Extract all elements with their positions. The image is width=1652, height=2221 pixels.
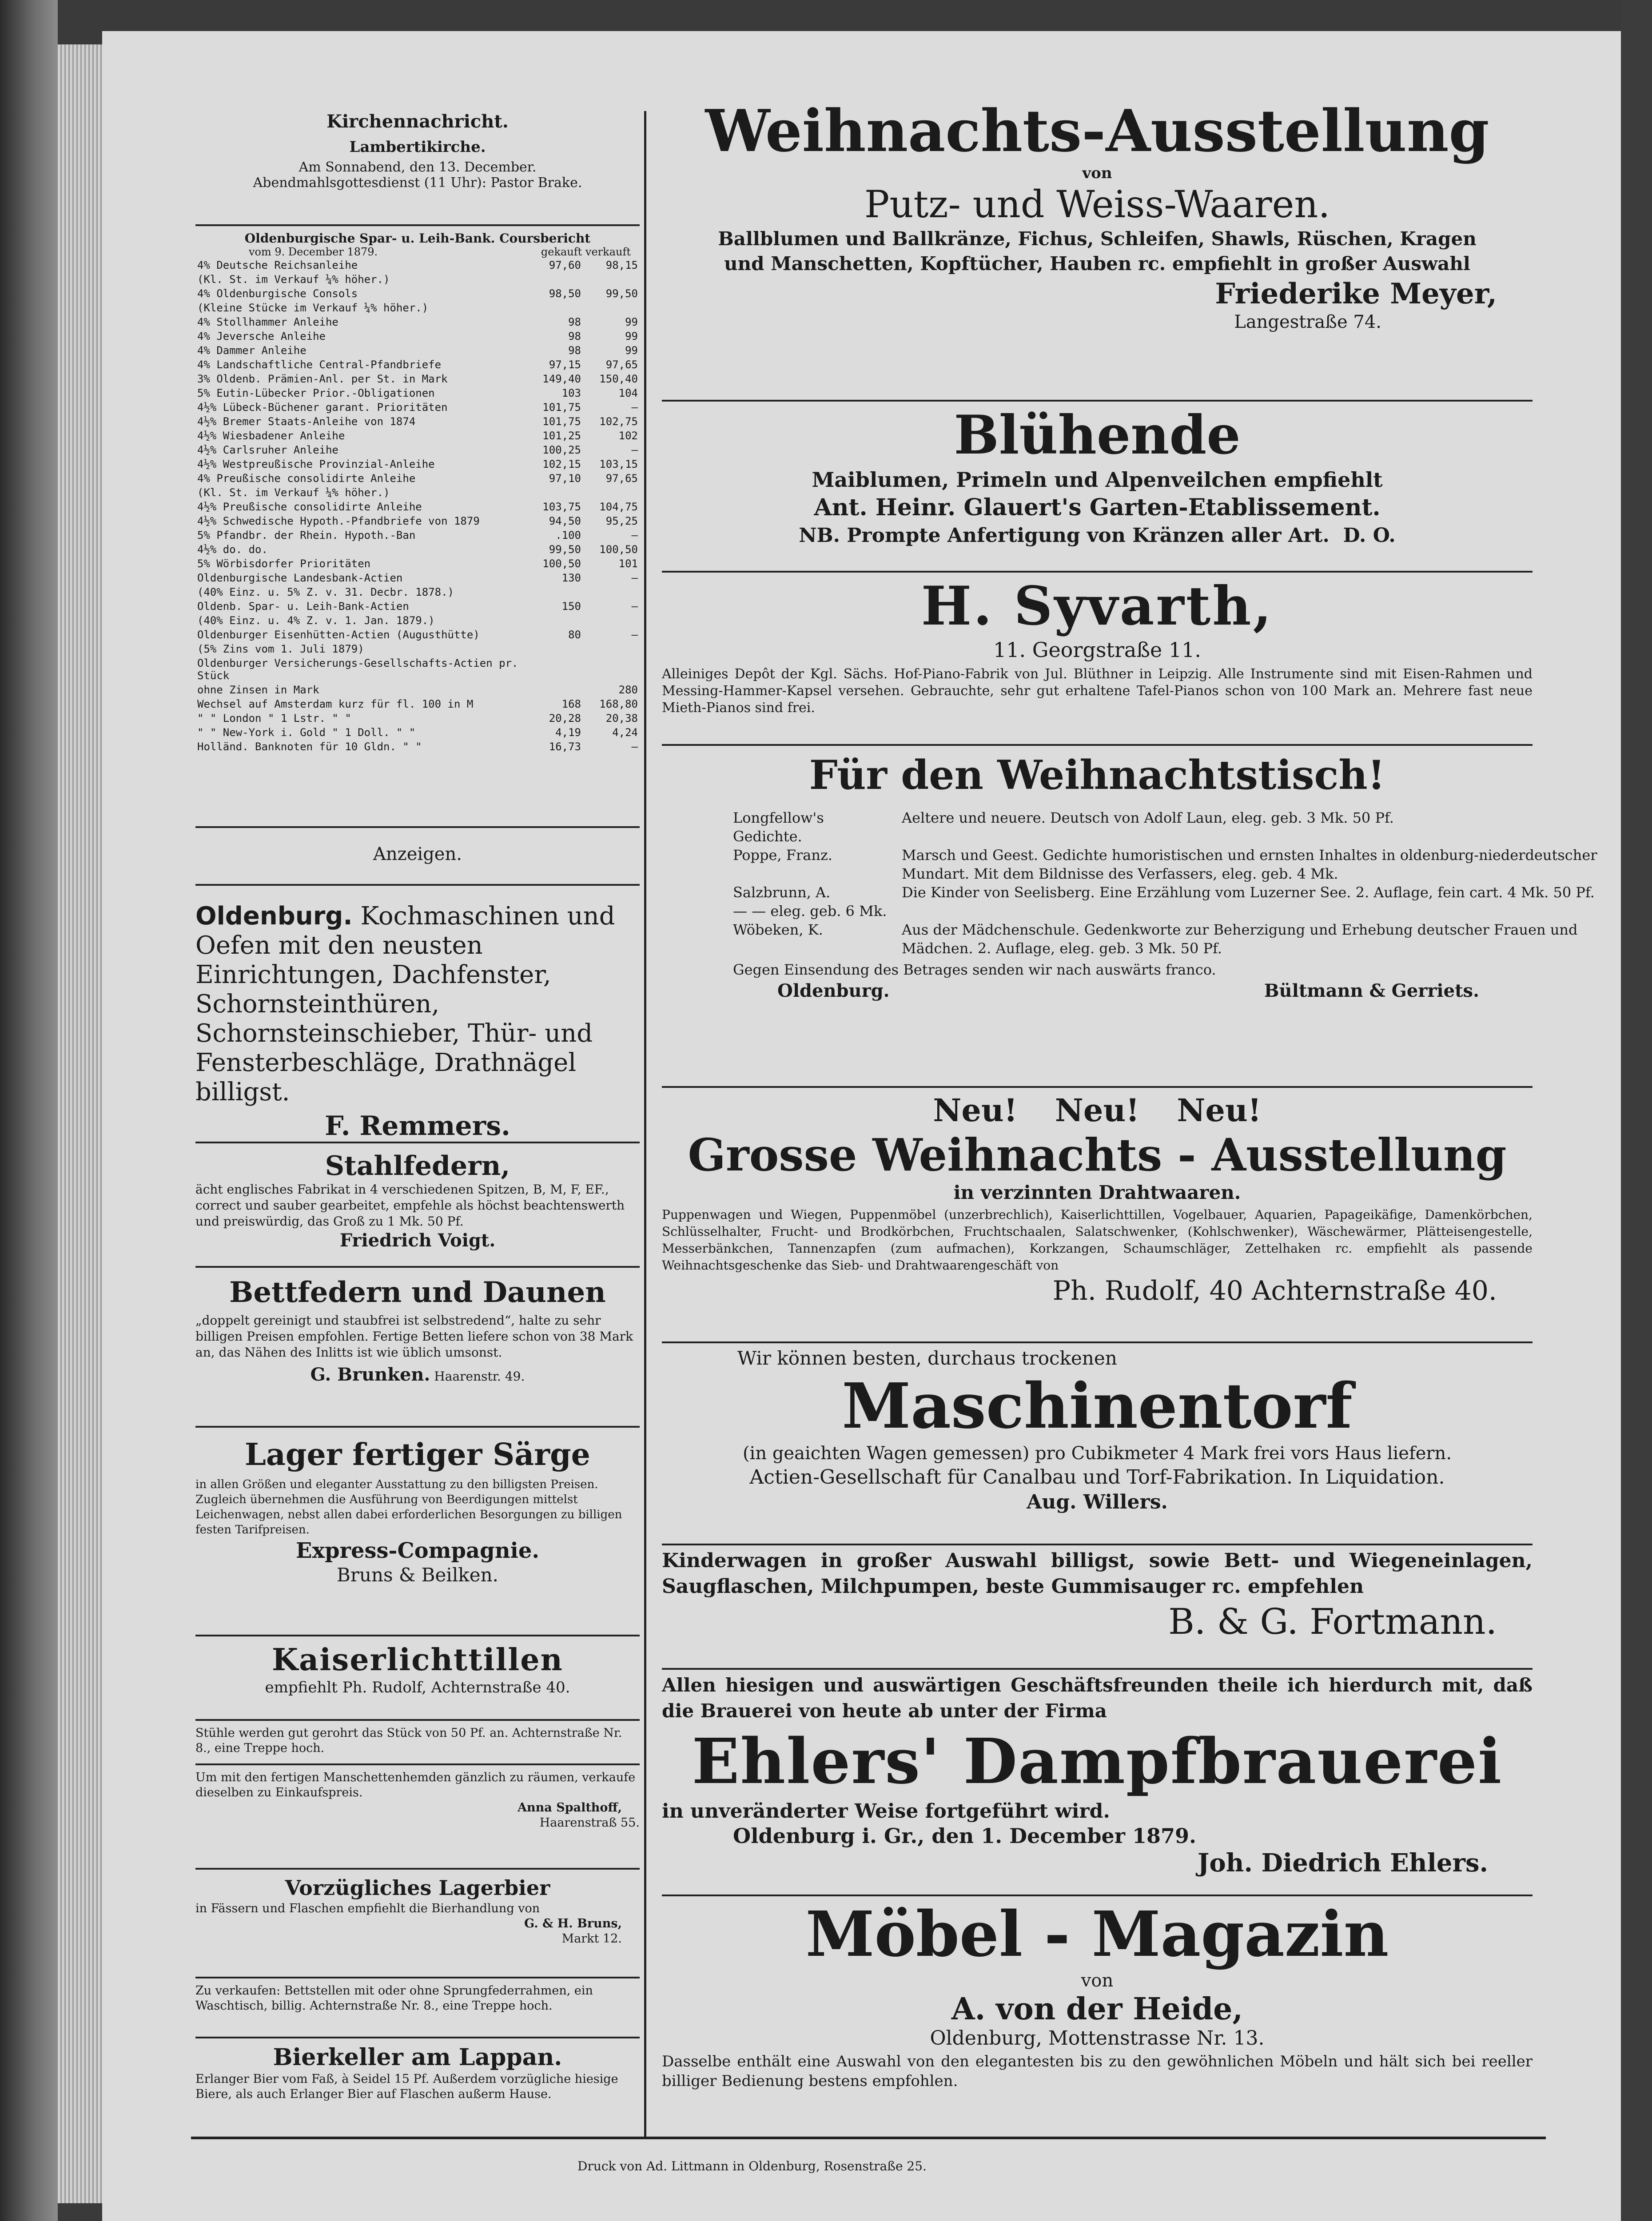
kurs-buy: 94,50	[549, 515, 581, 527]
a3-title: H. Syvarth,	[921, 575, 1274, 637]
kurs-buy	[526, 683, 583, 697]
kurs-name: 4½% Bremer Staats-Anleihe von 1874	[197, 415, 416, 428]
kurs-sell: —	[631, 740, 638, 753]
separator	[195, 2037, 640, 2038]
kurs-name: " " London " 1 Lstr. " "	[197, 712, 351, 724]
ad1-firm: F. Remmers.	[325, 1110, 510, 1142]
kurs-row	[195, 386, 640, 400]
kurs-sell	[583, 642, 640, 656]
kurs-row	[195, 457, 640, 471]
kurs-buy: 102,15	[542, 458, 581, 470]
kurs-name: (40% Einz. u. 5% Z. v. 31. Decbr. 1878.)	[197, 586, 454, 598]
kurs-buy	[526, 301, 583, 315]
kurs-title: Oldenburgische Spar- u. Leih-Bank. Coursbericht	[244, 231, 591, 246]
kurs-row	[195, 358, 640, 372]
kurs-name: Oldenb. Spar- u. Leih-Bank-Actien	[197, 600, 409, 613]
kurs-row	[195, 329, 640, 343]
kurs-row	[195, 343, 640, 358]
kurs-sell: 98,15	[605, 259, 638, 271]
ad7-text: Um mit den fertigen Manschettenhemden gänzlich zu räumen, verkaufe dieselben zu Einkaufspreis.	[195, 1771, 636, 1799]
kurs-buy: 20,28	[549, 712, 581, 724]
kirchen-line2: Abendmahlsgottesdienst (11 Uhr): Pastor Brake.	[253, 175, 582, 191]
a2-nb: NB. Prompte Anfertigung von Kränzen aller Art.	[799, 524, 1330, 547]
kurs-buy: 100,50	[542, 557, 581, 570]
kurs-sell: —	[631, 629, 638, 641]
a9-title: Möbel - Magazin	[805, 1898, 1389, 1971]
ad3-addr: Haarenstr. 49.	[434, 1369, 525, 1384]
kurs-row	[195, 542, 640, 557]
kurs-sell: —	[631, 600, 638, 613]
separator	[662, 1086, 1533, 1088]
kurs-name: (5% Zins vom 1. Juli 1879)	[197, 643, 364, 655]
kurs-row	[195, 740, 640, 754]
ad-dampfbrauerei	[653, 1672, 1541, 1878]
ad-bierkeller	[195, 2043, 640, 2102]
kurs-sell: 99	[625, 344, 638, 357]
kurs-buy: 98	[568, 330, 581, 342]
kurs-buy: 101,25	[542, 430, 581, 442]
a9-firm: A. von der Heide,	[951, 1991, 1243, 2027]
ad2-title: Stahlfedern,	[325, 1150, 510, 1182]
kurs-sell: 101	[618, 557, 638, 570]
ad-weihnachtstisch	[653, 751, 1597, 1001]
a9-text: Dasselbe enthält eine Auswahl von den elegantesten bis zu den gewöhnlichen Möbeln und hält sich bei reeller billiger Bedienung bestens empfohlen.	[662, 2053, 1533, 2090]
kurs-table	[195, 258, 640, 754]
ad4-firm: Express-Compagnie.	[295, 1538, 540, 1563]
ad8-title: Vorzügliches Lagerbier	[285, 1876, 550, 1900]
kurs-buy: 103,75	[542, 501, 581, 513]
ad5-text: empfiehlt Ph. Rudolf, Achternstraße 40.	[265, 1679, 570, 1696]
a5-title: Grosse Weihnachts - Ausstellung	[688, 1129, 1507, 1181]
kurs-sell: —	[631, 529, 638, 541]
kurs-buy	[526, 656, 583, 683]
kurs-name: 4% Stollhammer Anleihe	[197, 316, 338, 328]
a2-firm: Ant. Heinr. Glauert's Garten-Etablissement.	[814, 494, 1381, 521]
kurs-row	[195, 599, 640, 613]
kurs-buy: 149,40	[542, 373, 581, 385]
ad-drahtwaaren	[653, 1093, 1541, 1308]
kurs-row	[195, 711, 640, 725]
kurs-name: 4½% Schwedische Hypoth.-Pfandbriefe von 1879	[197, 515, 480, 527]
kirchen-notice	[195, 111, 640, 191]
kurs-name: Oldenburger Versicherungs-Gesellschafts-Actien pr. Stück	[197, 657, 518, 682]
ad-moebel-magazin	[653, 1899, 1541, 2091]
kurs-sell: 20,38	[605, 712, 638, 724]
ad1-place: Oldenburg.	[195, 902, 353, 931]
kurs-sell: —	[631, 444, 638, 456]
a1-text1: Ballblumen und Ballkränze, Fichus, Schleifen, Shawls, Rüschen, Kragen	[718, 228, 1477, 250]
a8-text1: Allen hiesigen und auswärtigen Geschäftsfreunden theile ich hierdurch mit, daß die Brauerei von heute ab unter der Firma	[662, 1674, 1533, 1722]
ad8-firm: G. & H. Bruns,	[524, 1917, 622, 1930]
a5-sub: in verzinnten Drahtwaaren.	[953, 1182, 1241, 1203]
kurs-name: 4% Deutsche Reichsanleihe	[197, 259, 358, 271]
separator	[662, 744, 1533, 746]
ad-kinderwagen	[653, 1548, 1541, 1644]
kurs-sell: 4,24	[612, 726, 638, 739]
kurs-name: 3% Oldenb. Prämien-Anl. per St. in Mark	[197, 373, 448, 385]
kurs-sell: 150,40	[599, 373, 638, 385]
kurs-buy	[526, 272, 583, 287]
kurs-buy: 98	[568, 344, 581, 357]
kurs-row	[195, 613, 640, 628]
kurs-row	[195, 628, 640, 642]
a6-firm: Aug. Willers.	[1027, 1491, 1168, 1513]
a1-title: Weihnachts-Ausstellung	[705, 97, 1489, 165]
kurs-name: Oldenburger Eisenhütten-Actien (Augusthütte)	[197, 629, 480, 641]
kurs-name: Oldenburgische Landesbank-Actien	[197, 572, 403, 584]
a6-title: Maschinentorf	[842, 1370, 1353, 1443]
a4-note: Gegen Einsendung des Betrages senden wir nach auswärts franco.	[733, 961, 1216, 978]
kurs-name: 4% Dammer Anleihe	[197, 344, 307, 357]
separator	[195, 1142, 640, 1143]
separator	[195, 1719, 640, 1721]
kurs-sell: 99,50	[605, 287, 638, 300]
kurs-row	[195, 400, 640, 414]
separator	[195, 1266, 640, 1268]
kurs-name: 5% Eutin-Lübecker Prior.-Obligationen	[197, 387, 435, 399]
kurs-buy: 97,10	[549, 472, 581, 485]
ad-maschinentorf	[653, 1346, 1541, 1515]
kurs-name: 4% Jeversche Anleihe	[197, 330, 326, 342]
ad-stahlfedern	[195, 1150, 640, 1252]
a3-text: Alleiniges Depôt der Kgl. Sächs. Hof-Piano-Fabrik von Jul. Blüthner in Leipzig. Alle Instrumente sind mit Eisen-Rahmen und Messing-Hammer-Kapsel versehen. Gebrauchte, sehr gut erhaltene Tafel-Pianos schon von 100 Mark an. Mehrere fast neue Mieth-Pianos sind frei.	[662, 666, 1533, 716]
kurs-sell: 104	[618, 387, 638, 399]
ad1-text: Kochmaschinen und Oefen mit den neusten Einrichtungen, Dachfenster, Schornsteinthüren, Schornsteinschieber, Thür- und Fensterbeschläge, Drathnägel billigst.	[195, 902, 615, 1107]
kurs-row	[195, 528, 640, 542]
kurs-sell: 103,15	[599, 458, 638, 470]
kurs-buy	[526, 585, 583, 599]
a9-addr: Oldenburg, Mottenstrasse Nr. 13.	[930, 2027, 1265, 2050]
kurs-name: 4½% Carlsruher Anleihe	[197, 444, 338, 456]
a4-r3a: Salzbrunn, A.	[733, 884, 831, 901]
kurs-sell: —	[631, 572, 638, 584]
kurs-name: Wechsel auf Amsterdam kurz für fl. 100 in M	[197, 698, 474, 710]
kurs-name: ohne Zinsen in Mark	[197, 684, 319, 696]
kurs-name: 4½% Lübeck-Büchener garant. Prioritäten	[197, 401, 448, 414]
kurs-name: (40% Einz. u. 4% Z. v. 1. Jan. 1879.)	[197, 614, 435, 627]
separator	[662, 1341, 1533, 1343]
book-binding	[0, 0, 58, 2221]
kurs-name: " " New-York i. Gold " 1 Doll. " "	[197, 726, 416, 739]
ad5-title: Kaiserlichttillen	[272, 1642, 563, 1678]
a1-firm: Friederike Meyer,	[1215, 277, 1497, 310]
a6-text2: (in geaichten Wagen gemessen) pro Cubikmeter 4 Mark frei vors Haus liefern.	[742, 1443, 1452, 1464]
kurs-sell: —	[631, 401, 638, 414]
a8-place: Oldenburg i. Gr., den 1. December 1879.	[733, 1824, 1197, 1848]
kurs-name: 4½% Wiesbadener Anleihe	[197, 430, 345, 442]
ad-saerge	[195, 1433, 640, 1586]
a2-text: Maiblumen, Primeln und Alpenveilchen empfiehlt	[812, 468, 1383, 492]
a4-r1a: Longfellow's Gedichte.	[733, 809, 824, 845]
a2-do: D. O.	[1343, 524, 1396, 547]
ad10-title: Bierkeller am Lappan.	[273, 2044, 562, 2071]
kurs-buy	[526, 486, 583, 500]
kurs-name: 4% Oldenburgische Consols	[197, 287, 358, 300]
kurs-sell	[583, 585, 640, 599]
kurs-buy	[526, 642, 583, 656]
ad2-firm: Friedrich Voigt.	[339, 1230, 496, 1251]
ad-manschettenhemden	[195, 1770, 640, 1831]
separator	[662, 1544, 1533, 1545]
ad4-text: in allen Größen und eleganter Ausstattung zu den billigsten Preisen. Zugleich übernehmen die Ausführung von Beerdigungen mittelst Leichenwagen, nebst allen dabei erforderlichen Besorgungen zu billigen festen Tarifpreisen.	[195, 1478, 622, 1536]
ad-weihnachts-ausstellung	[653, 98, 1541, 332]
a5-neu: Neu! Neu! Neu!	[933, 1092, 1262, 1129]
kurs-sell: 104,75	[599, 501, 638, 513]
kurs-sell	[583, 486, 640, 500]
kurs-row	[195, 725, 640, 740]
kurs-row	[195, 642, 640, 656]
a8-firm: Joh. Diedrich Ehlers.	[1197, 1848, 1488, 1878]
kurs-buy: 97,60	[549, 259, 581, 271]
kurs-head-sell: verkauft	[585, 246, 631, 258]
kurs-sell	[583, 301, 640, 315]
ad-stuehle: Stühle werden gut gerohrt das Stück von 50 Pf. an. Achternstraße Nr. 8., eine Treppe hoch.	[195, 1726, 622, 1755]
kurs-row	[195, 414, 640, 429]
ad-syvarth	[653, 575, 1541, 716]
kurs-head-buy: gekauft	[541, 246, 582, 258]
a1-sub: Putz- und Weiss-Waaren.	[864, 183, 1330, 226]
kurs-name: (Kleine Stücke im Verkauf ¼% höher.)	[197, 302, 429, 314]
ad2-text: ächt englisches Fabrikat in 4 verschiedenen Spitzen, B, M, F, EF., correct und sauber gearbeitet, empfehle als höchst beachtenswerth und preiswürdig, das Groß zu 1 Mk. 50 Pf.	[195, 1182, 625, 1229]
kurs-date: vom 9. December 1879.	[249, 246, 378, 258]
a4-r2b: Marsch und Geest. Gedichte humoristischen und ernsten Inhaltes in oldenburg-niederdeutscher Mundart. Mit dem Bildnisse des Verfassers, eleg. geb. 4 Mk.	[902, 847, 1597, 882]
ad-lagerbier	[195, 1875, 640, 1946]
ad8-text: in Fässern und Flaschen empfiehlt die Bierhandlung von	[195, 1902, 540, 1915]
a7-text: Kinderwagen in großer Auswahl billigst, sowie Bett- und Wiegeneinlagen, Saugflaschen, Milchpumpen, beste Gummisauger rc. empfehlen	[662, 1549, 1533, 1598]
kurs-buy: 101,75	[542, 415, 581, 428]
kurs-name: 5% Wörbisdorfer Prioritäten	[197, 557, 371, 570]
kurs-buy: 98,50	[549, 287, 581, 300]
kurs-sell: 102,75	[599, 415, 638, 428]
kurs-sell: 100,50	[599, 543, 638, 556]
printer-footer: Druck von Ad. Littmann in Oldenburg, Rosenstraße 25.	[577, 2159, 927, 2173]
kurs-sell: 97,65	[605, 472, 638, 485]
kurs-row	[195, 258, 640, 272]
kurs-sell	[583, 613, 640, 628]
kurs-row	[195, 287, 640, 301]
kurs-name: 4½% Westpreußische Provinzial-Anleihe	[197, 458, 435, 470]
kurs-row	[195, 557, 640, 571]
a8-title: Ehlers' Dampfbrauerei	[692, 1725, 1503, 1798]
kurs-row	[195, 471, 640, 486]
ad8-addr: Markt 12.	[561, 1932, 622, 1946]
kurs-buy: 168	[561, 698, 581, 710]
kurs-sell: 95,25	[605, 515, 638, 527]
a4-place: Oldenburg.	[777, 980, 890, 1001]
a1-text2: und Manschetten, Kopftücher, Hauben rc. empfiehlt in großer Auswahl	[724, 253, 1470, 275]
ad3-text: „doppelt gereinigt und staubfrei ist selbstredend“, halte zu sehr billigen Preisen empfohlen. Fertige Betten liefere schon von 38 Mark an, das Nähen des Inlitts ist wie üblich umsonst.	[195, 1313, 633, 1360]
kurs-sell: 97,65	[605, 358, 638, 371]
kurs-sell: 102	[618, 430, 638, 442]
separator	[662, 1895, 1533, 1896]
kurs-row	[195, 683, 640, 697]
a5-text: Puppenwagen und Wiegen, Puppenmöbel (unzerbrechlich), Kaiserlichttillen, Vogelbauer, Aquarien, Papageikäfige, Damenkörbchen, Schlüsselhalter, Frucht- und Brodkörbchen, Fruchtschaalen, Salatschwenker, (Kohlschwenker), Wäschewärmer, Plätteisengestelle, Messerbänkchen, Tannenzapfen (zum aufmachen), Korkzangen, Schaumschläger, Zettelhaken rc. empfiehlt als passende Weihnachtsgeschenke das Sieb- und Drahtwaarengeschäft von	[662, 1207, 1533, 1273]
kurs-sell: 168,80	[599, 698, 638, 710]
kurs-name: 5% Pfandbr. der Rhein. Hypoth.-Ban	[197, 529, 416, 541]
a1-addr: Langestraße 74.	[1234, 312, 1381, 332]
a5-firm: Ph. Rudolf, 40 Achternstraße 40.	[1052, 1275, 1497, 1306]
kurs-buy: 97,15	[549, 358, 581, 371]
kurs-buy: 150	[561, 600, 581, 613]
separator	[195, 1635, 640, 1636]
kurs-name: Holländ. Banknoten für 10 Gldn. " "	[197, 740, 422, 753]
separator	[195, 884, 640, 886]
kurs-name: 4% Landschaftliche Central-Pfandbriefe	[197, 358, 442, 371]
kurs-buy: 101,75	[542, 401, 581, 414]
a1-von: von	[1082, 164, 1112, 182]
kurs-name: (Kl. St. im Verkauf ¼% höher.)	[197, 273, 390, 286]
scan-border	[1621, 0, 1652, 2221]
ad-bettfedern	[195, 1273, 640, 1385]
kurs-buy: 103	[561, 387, 581, 399]
kurs-buy: 130	[561, 572, 581, 584]
separator	[662, 571, 1533, 573]
kirchen-line1: Am Sonnabend, den 13. December.	[299, 159, 537, 175]
kurs-buy: 100,25	[542, 444, 581, 456]
kurs-row	[195, 315, 640, 329]
ad-kaiserlichttillen	[195, 1641, 640, 1696]
kurs-name: 4½% do. do.	[197, 543, 268, 556]
a6-text1: Wir können besten, durchaus trockenen	[737, 1347, 1117, 1369]
kurs-row	[195, 372, 640, 386]
kurs-row	[195, 272, 640, 287]
ad3-firm: G. Brunken.	[310, 1364, 430, 1385]
kurs-row	[195, 585, 640, 599]
a4-title: Für den Weihnachtstisch!	[809, 752, 1385, 799]
separator	[195, 826, 640, 828]
kurs-name: (Kl. St. im Verkauf ¼% höher.)	[197, 486, 390, 499]
a4-r3c: — — eleg. geb. 6 Mk.	[733, 903, 887, 919]
a6-text3: Actien-Gesellschaft für Canalbau und Torf-Fabrikation. In Liquidation.	[749, 1466, 1445, 1489]
kurs-buy	[526, 613, 583, 628]
kurs-buy: 4,19	[555, 726, 581, 739]
separator	[195, 1763, 640, 1765]
kurs-name: 4% Preußische consolidirte Anleihe	[197, 472, 416, 485]
a4-r1b: Aeltere und neuere. Deutsch von Adolf Laun, eleg. geb. 3 Mk. 50 Pf.	[902, 809, 1394, 826]
ad10-text: Erlanger Bier vom Faß, à Seidel 15 Pf. Außerdem vorzügliche hiesige Biere, als auch Erlanger Bier auf Flaschen außerm Hause.	[195, 2072, 618, 2101]
kurs-sell: 99	[625, 330, 638, 342]
a7-firm: B. & G. Fortmann.	[1168, 1601, 1497, 1642]
separator	[195, 1977, 640, 1978]
kurs-buy: 16,73	[549, 740, 581, 753]
kurs-row	[195, 571, 640, 585]
kurs-sell	[583, 272, 640, 287]
kurs-buy: 99,50	[549, 543, 581, 556]
separator	[195, 1868, 640, 1870]
a4-r2a: Poppe, Franz.	[733, 847, 832, 864]
bottom-rule	[191, 2137, 1546, 2139]
kirchen-church: Lambertikirche.	[349, 138, 486, 156]
anzeigen-heading: Anzeigen.	[373, 844, 462, 864]
a2-title: Blühende	[954, 404, 1241, 466]
a4-firm: Bültmann & Gerriets.	[1264, 980, 1479, 1001]
ad7-firm: Anna Spalthoff,	[517, 1801, 622, 1815]
kurs-bericht	[195, 231, 640, 754]
a3-addr: 11. Georgstraße 11.	[993, 638, 1202, 662]
kurs-row	[195, 301, 640, 315]
separator	[662, 400, 1533, 402]
kurs-buy: .100	[555, 529, 581, 541]
kurs-row	[195, 697, 640, 711]
ad-remmers	[195, 902, 640, 1141]
kurs-row	[195, 500, 640, 514]
kurs-sell: 99	[625, 316, 638, 328]
separator	[195, 1426, 640, 1428]
ad3-title: Bettfedern und Daunen	[229, 1276, 606, 1309]
ad4-title: Lager fertiger Särge	[245, 1437, 590, 1473]
a4-r4a: Wöbeken, K.	[733, 921, 823, 938]
a9-von: von	[1081, 1970, 1114, 1991]
kurs-row	[195, 443, 640, 457]
ad-bettstellen: Zu verkaufen: Bettstellen mit oder ohne Sprungfederrahmen, ein Waschtisch, billig. Achternstraße Nr. 8., eine Treppe hoch.	[195, 1984, 593, 2013]
separator	[662, 1668, 1533, 1670]
kurs-row	[195, 656, 640, 683]
a8-text2: in unveränderter Weise fortgeführt wird.	[662, 1800, 1110, 1823]
ad4-firm2: Bruns & Beilken.	[337, 1564, 498, 1586]
kurs-row	[195, 514, 640, 528]
separator	[195, 224, 640, 226]
kurs-buy: 80	[568, 629, 581, 641]
kurs-name: 4½% Preußische consolidirte Anleihe	[197, 501, 422, 513]
kurs-row	[195, 486, 640, 500]
a4-r4b: Aus der Mädchenschule. Gedenkworte zur Beherzigung und Erhebung deutscher Frauen und Mädchen. 2. Auflage, eleg. geb. 3 Mk. 50 Pf.	[902, 921, 1578, 957]
kurs-sell	[583, 656, 640, 683]
ad7-addr: Haarenstraß 55.	[539, 1816, 640, 1830]
kurs-row	[195, 429, 640, 443]
column-rule	[644, 111, 646, 2137]
a4-r3b: Die Kinder von Seelisberg. Eine Erzählung vom Luzerner See. 2. Auflage, fein cart. 4 Mk. 50 Pf.	[902, 884, 1595, 901]
ad-bluehende	[653, 404, 1541, 549]
kirchen-title: Kirchennachricht.	[326, 111, 509, 132]
kurs-buy: 98	[568, 316, 581, 328]
kurs-sell: 280	[618, 684, 638, 696]
